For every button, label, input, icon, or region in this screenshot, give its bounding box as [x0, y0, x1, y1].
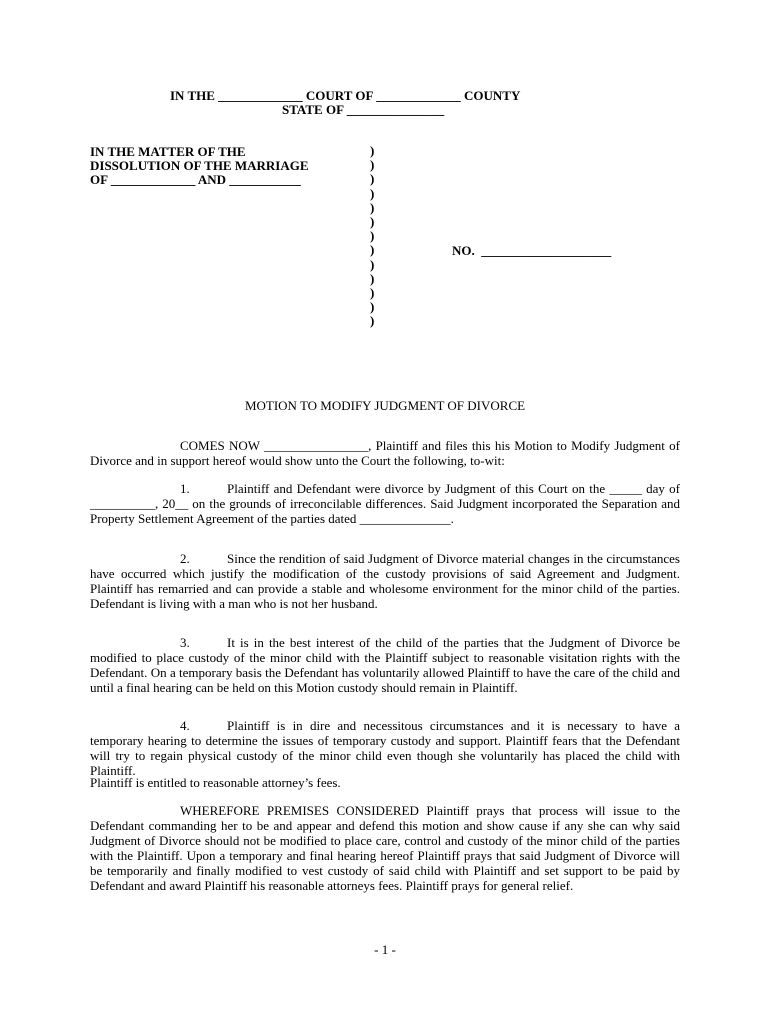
caption-paren: ) [370, 171, 375, 187]
caption-paren: ) [370, 285, 375, 301]
paragraph-text: Plaintiff is in dire and necessitous circumstances and it is necessary to have a temporary hearing to determine the issues of temporary custody and support. Plaintiff fears that the Defendant will try to regain physical custody of the minor child even though she voluntarily has placed the child with Plaintiff. [90, 718, 680, 778]
paragraph-1 [90, 481, 680, 526]
paragraph-number: 3. [180, 635, 190, 650]
document-title: MOTION TO MODIFY JUDGMENT OF DIVORCE [244, 398, 526, 413]
caption-paren: ) [370, 143, 375, 158]
paragraph-3 [90, 635, 680, 695]
paragraph-4 [90, 718, 680, 778]
attorney-fees-line: Plaintiff is entitled to reasonable attorney’s fees. [90, 775, 341, 790]
caption-paren: ) [370, 228, 375, 244]
caption-paren: ) [370, 199, 375, 215]
caption-line-2: DISSOLUTION OF THE MARRIAGE [90, 158, 309, 173]
caption-paren: ) [370, 242, 375, 258]
caption-paren: ) [370, 157, 375, 173]
paragraph-number: 4. [180, 718, 190, 733]
paragraph-text: It is in the best interest of the child of the parties that the Judgment of Divorce be modified to place custody of the minor child with the Plaintiff subject to reasonable visitation rights with the Defendant. On a temporary basis the Defendant has voluntarily allowed Plaintiff to have the care of the child and until a final hearing can be held on this Motion custody should remain in Plaintiff. [90, 635, 680, 695]
caption-paren: ) [370, 214, 375, 230]
paragraph-text: Since the rendition of said Judgment of Divorce material changes in the circumstances have occurred which justify the modification of the custody provisions of said Agreement and Judgment. Plaintiff has remarried and can provide a stable and wholesome environment for the minor child of the parties. Defendant is living with a man who is not her husband. [90, 551, 680, 611]
caption-line-1: IN THE MATTER OF THE [90, 144, 246, 159]
intro-paragraph: COMES NOW ________________, Plaintiff and files this his Motion to Modify Judgment of Divorce and in support hereof would show unto the Court the following, to-wit: [90, 438, 680, 468]
paragraph-number: 1. [180, 481, 190, 496]
caption-line-3: OF _____________ AND ___________ [90, 172, 301, 187]
wherefore-paragraph: WHEREFORE PREMISES CONSIDERED Plaintiff prays that process will issue to the Defendant commanding her to be and appear and defend this motion and show cause if any she can why said Judgment of Divorce should not be modified to place care, control and custody of the minor child of the parties with the Plaintiff. Upon a temporary and final hearing hereof Plaintiff prays that said Judgment of Divorce will be temporarily and finally modified to vest custody of said child with Plaintiff and set support to be paid by Defendant and award Plaintiff his reasonable attorneys fees. Plaintiff prays for general relief. [90, 803, 680, 893]
paragraph-number: 2. [180, 551, 190, 566]
court-header-line: IN THE _____________ COURT OF _____________ COUNTY [170, 88, 521, 103]
caption-paren: ) [370, 185, 375, 201]
caption-paren-column [370, 144, 374, 329]
case-number-field: NO. ____________________ [452, 243, 612, 258]
page-number: - 1 - [374, 942, 396, 957]
caption-paren: ) [370, 313, 375, 329]
state-header-line: STATE OF _______________ [282, 102, 445, 117]
caption-paren: ) [370, 256, 375, 272]
caption-paren: ) [370, 299, 375, 315]
paragraph-2 [90, 551, 680, 611]
paragraph-text: Plaintiff and Defendant were divorce by Judgment of this Court on the _____ day of __________, 20__ on the grounds of irreconcilable differences. Said Judgment incorporated the Separation and Property Settlement Agreement of the parties dated ______________. [90, 481, 680, 526]
caption-paren: ) [370, 270, 375, 286]
